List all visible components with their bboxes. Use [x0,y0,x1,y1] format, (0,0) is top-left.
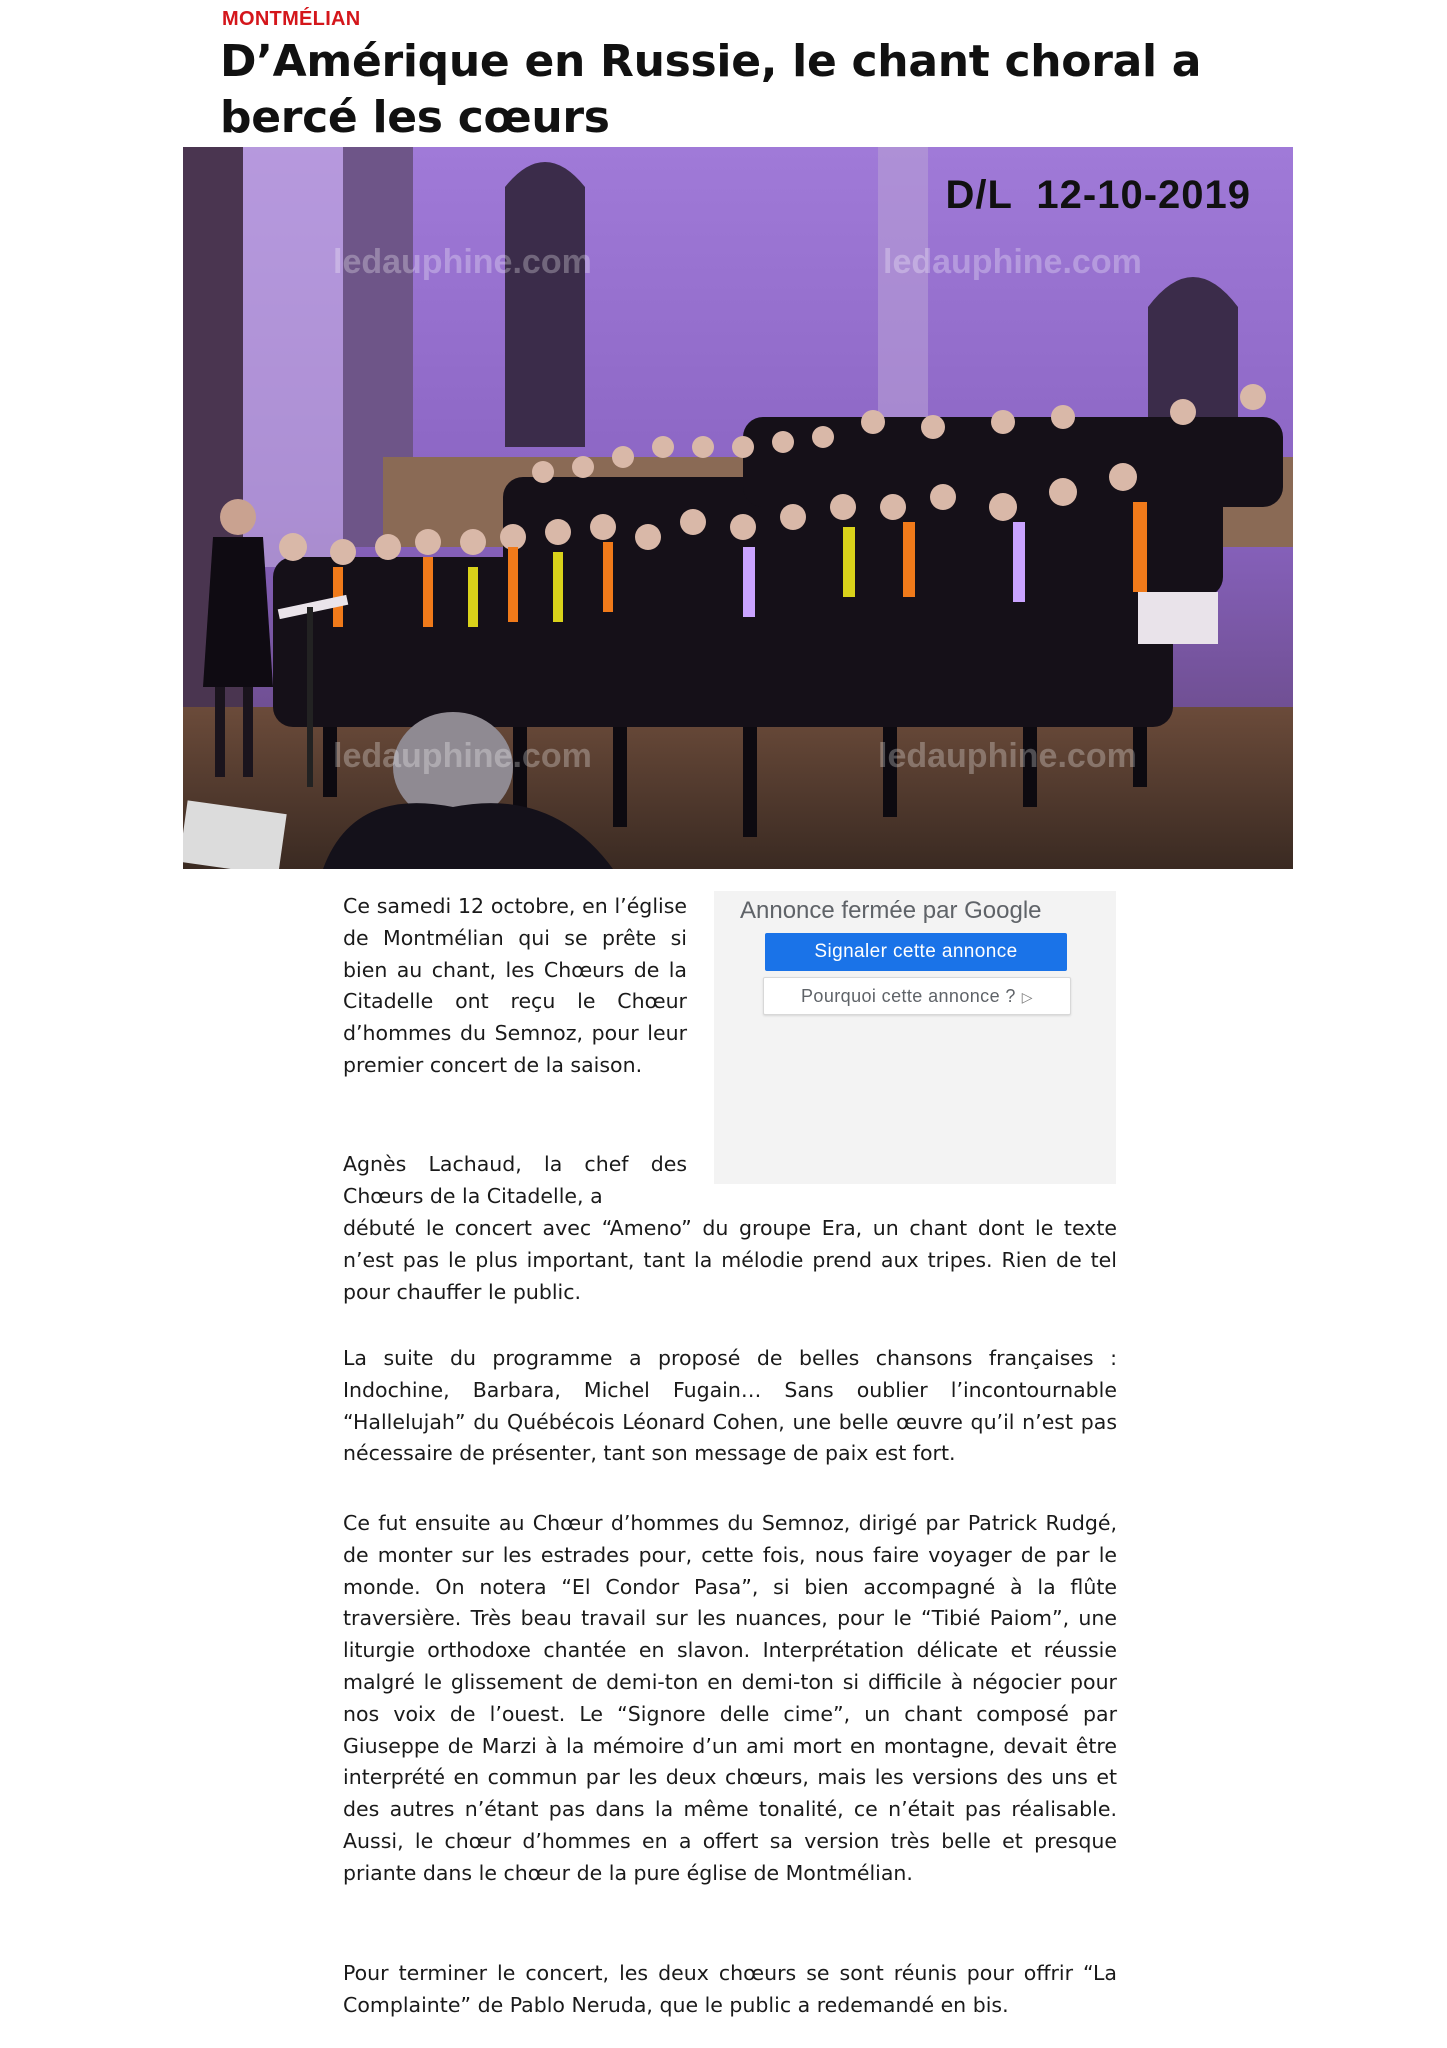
paragraph-2-intro: Agnès Lachaud, la chef des Chœurs de la Citadelle, a [343,1152,687,1208]
date-stamp: D/L 12-10-2019 [945,173,1251,217]
closed-ad [714,891,1116,1184]
play-triangle-icon: ▷ [1021,988,1033,1005]
watermark-bottom-right: ledauphine.com [878,737,1137,775]
paragraph-3: La suite du programme a proposé de belles chansons françaises : Indochine, Barbara, Michel Fugain… Sans oublier l’incontournable “Hallelujah” du Québécois Léonard Cohen, une belle œuvre qu’il n’est pas nécessaire de présenter, tant son message de paix est fort. [343,1346,1117,1466]
paragraph-1: Ce samedi 12 octobre, en l’église de Montmélian qui se prête si bien au chant, les Chœurs de la Citadelle ont reçu le Chœur d’hommes du Semnoz, pour leur premier concert de la saison. [343,894,687,1077]
paragraph-4: Ce fut ensuite au Chœur d’hommes du Semnoz, dirigé par Patrick Rudgé, de monter sur les estrades pour, cette fois, nous faire voyager de par le monde. On notera “El Condor Pasa”, si bien accompagné à la flûte traversière. Très beau travail sur les nuances, pour le “Tibié Paiom”, une liturgie orthodoxe chantée en slavon. Interprétation délicate et réussie malgré le glissement de demi-ton en demi-ton si difficile à négocier pour nos voix de l’ouest. Le “Signore delle cime”, un chant composé par Giuseppe de Marzi à la mémoire d’un ami mort en montagne, devait être interprété en commun par les deux chœurs, mais les versions des uns et des autres n’étant pas dans la même tonalité, ce n’était pas réalisable. Aussi, le chœur d’hommes en a offert sa version très belle et presque priante dans le chœur de la pure église de Montmélian. [343,1511,1117,1885]
why-this-ad-button[interactable] [763,977,1071,1015]
paragraph-5: Pour terminer le concert, les deux chœurs se sont réunis pour offrir “La Complainte” de Pablo Neruda, que le public a redemandé en bis. [343,1961,1117,2017]
ad-title: Annonce fermée par Google [740,897,1042,924]
why-this-ad-label: Pourquoi cette annonce ? [801,985,1016,1006]
section-label: MONTMÉLIAN [222,8,361,30]
choir-photo [183,147,1293,869]
paragraph-2-rest: débuté le concert avec “Ameno” du groupe Era, un chant dont le texte n’est pas le plus important, tant la mélodie prend aux tripes. Rien de tel pour chauffer le public. [343,1216,1117,1304]
watermark-top-right: ledauphine.com [883,243,1142,281]
report-ad-button[interactable]: Signaler cette annonce [765,933,1067,971]
watermark-top-left: ledauphine.com [333,243,592,281]
headline: D’Amérique en Russie, le chant choral a bercé les cœurs [220,36,1202,143]
watermark-bottom-left: ledauphine.com [333,737,592,775]
